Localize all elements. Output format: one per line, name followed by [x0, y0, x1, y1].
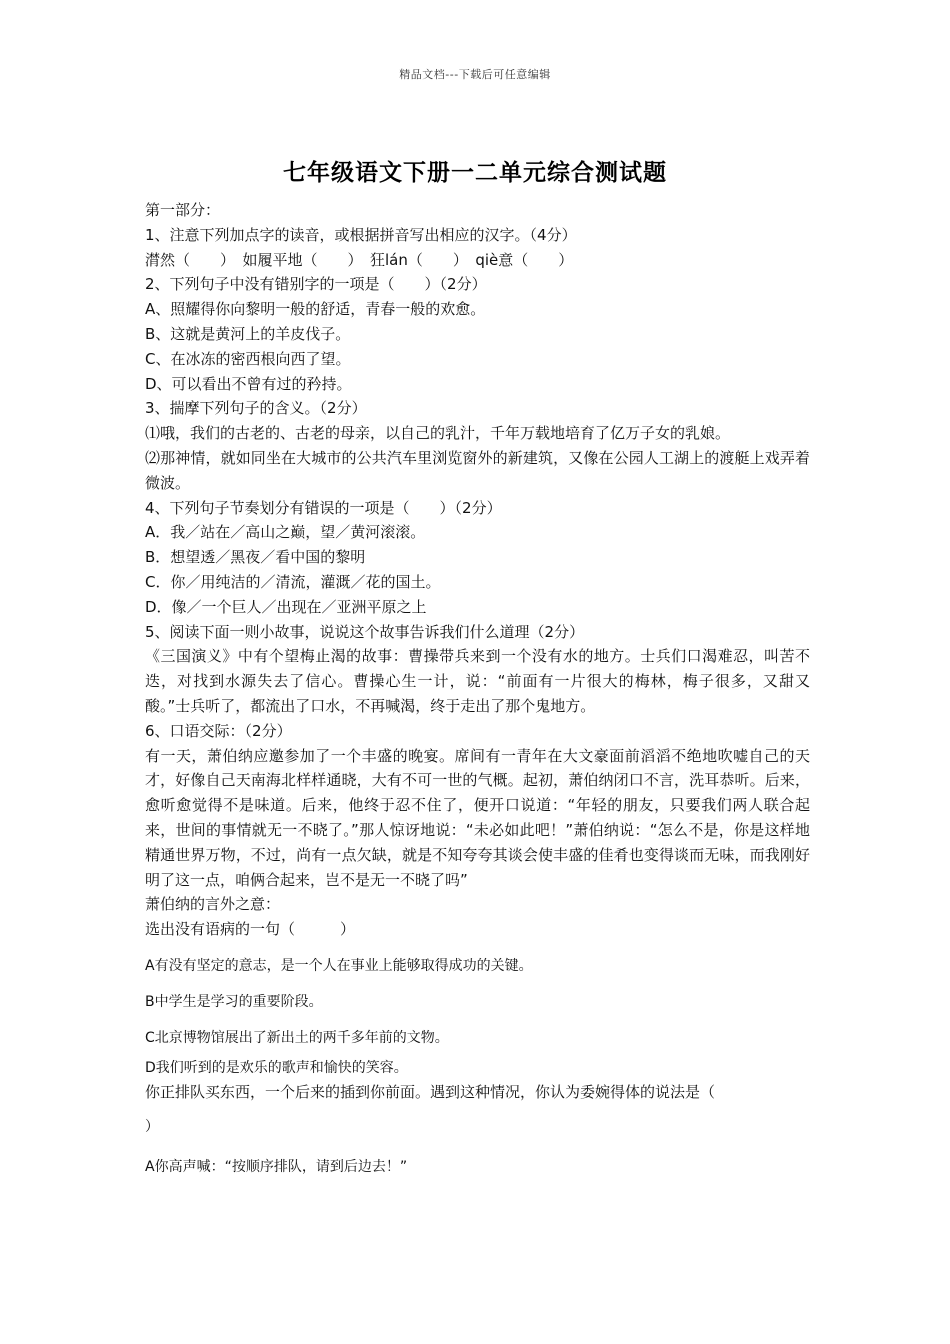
question-7-option-d: D我们听到的是欢乐的歌声和愉快的笑容。: [145, 1059, 408, 1076]
question-8-option-a: A你高声喊：“按顺序排队，请到后边去！”: [145, 1158, 408, 1175]
question-2-option-b: B、这就是黄河上的羊皮伐子。: [145, 324, 351, 343]
question-1: 1、注意下列加点字的读音，或根据拼音写出相应的汉字。（4分）: [145, 225, 577, 244]
question-7: 选出没有语病的一句（ ）: [145, 920, 356, 939]
section-heading: 第一部分：: [145, 201, 221, 219]
question-3-sentence-2: ⑵那神情，就如同坐在大城市的公共汽车里浏览窗外的新建筑，又像在公园人工湖上的渡艇上戏弄着微波。: [145, 448, 810, 492]
question-6-story: 有一天，萧伯纳应邀参加了一个丰盛的晚宴。席间有一青年在大文豪面前滔滔不绝地吹嘘自己的天才，好像自己天南海北样样通晓，大有不可一世的气概。起初，萧伯纳闭口不言，洗耳恭听。后来，愈听愈觉得不是味道。后来，他终于忍不住了，便开口说道：“年轻的朋友，只要我们两人联合起来，世间的事情就无一不晓了。”那人惊讶地说：“未必如此吧！”萧伯纳说：“怎么不是，你是这样地精通世界万物，不过，尚有一点欠缺，就是不知夸夸其谈会使丰盛的佳肴也变得谈而无味，而我刚好明了这一点，咱俩合起来，岂不是无一不晓了吗”: [145, 746, 810, 889]
question-3-sentence-1: ⑴哦，我们的古老的、古老的母亲，以自己的乳汁，千年万载地培育了亿万子女的乳娘。: [145, 424, 731, 443]
question-7-option-c: C北京博物馆展出了新出土的两千多年前的文物。: [145, 1029, 449, 1046]
document-body: [145, 198, 810, 1185]
question-8: 你正排队买东西，一个后来的插到你前面。遇到这种情况，你认为委婉得体的说法是（: [145, 1082, 716, 1101]
question-6-prompt: 萧伯纳的言外之意：: [145, 895, 281, 914]
question-4-option-d: D．像／一个巨人／出现在／亚洲平原之上: [145, 597, 427, 616]
question-4-option-a: A．我／站在／高山之巅，望／黄河滚滚。: [145, 523, 426, 542]
question-4-option-b: B．想望透／黑夜／看中国的黎明: [145, 548, 366, 567]
question-6: 6、口语交际：（2分）: [145, 721, 292, 740]
question-4: 4、下列句子节奏划分有错误的一项是（ ）（2分）: [145, 498, 502, 517]
question-5-story: 《三国演义》中有个望梅止渴的故事：曹操带兵来到一个没有水的地方。士兵们口渴难忍，叫苦不迭，对找到水源失去了信心。曹操心生一计，说：“前面有一片很大的梅林，梅子很多，又甜又酸。”士兵听了，都流出了口水，不再喊渴，终于走出了那个鬼地方。: [145, 647, 810, 715]
question-7-option-b: B中学生是学习的重要阶段。: [145, 993, 323, 1010]
question-2-option-c: C、在冰冻的密西根向西了望。: [145, 349, 351, 368]
question-8-close-paren: ）: [145, 1118, 159, 1135]
page-header-note: 精品文档---下载后可任意编辑: [399, 68, 551, 81]
question-7-option-a: A有没有坚定的意志，是一个人在事业上能够取得成功的关键。: [145, 957, 533, 974]
question-2: 2、下列句子中没有错别字的一项是（ ）（2分）: [145, 275, 487, 294]
question-2-option-a: A、照耀得你向黎明一般的舒适，青春一般的欢愈。: [145, 300, 486, 319]
question-3: 3、揣摩下列句子的含义。（2分）: [145, 399, 367, 418]
question-1-items: 潸然（ ） 如履平地（ ） 狂lán（ ） qiè意（ ）: [145, 250, 574, 269]
question-5: 5、阅读下面一则小故事，说说这个故事告诉我们什么道理（2分）: [145, 622, 585, 641]
question-2-option-d: D、可以看出不曾有过的矜持。: [145, 374, 352, 393]
question-4-option-c: C．你／用纯洁的／清流，灌溉／花的国土。: [145, 572, 441, 591]
document-title: 七年级语文下册一二单元综合测试题: [283, 159, 667, 186]
